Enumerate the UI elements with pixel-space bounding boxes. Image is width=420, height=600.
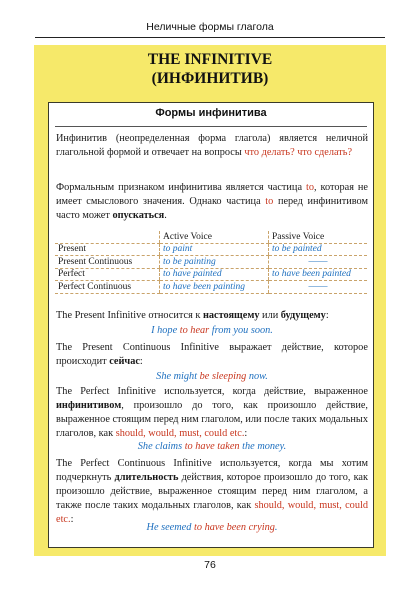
present-bold-1: настоящему: [202, 310, 260, 321]
perf-cont-bold: длительность: [114, 472, 179, 483]
example-2-b: now.: [246, 371, 268, 382]
formal-text-2: , которая не имеет смыслового значения. Однако частица: [56, 182, 369, 207]
card-heading: Формы инфинитива: [155, 107, 267, 119]
perfect-paragraph: [56, 385, 368, 441]
table-header-row: [55, 231, 367, 243]
example-4-red: to have been crying: [193, 522, 275, 533]
table-cell: Present: [55, 243, 160, 256]
formal-end: .: [164, 210, 167, 221]
forms-table: [55, 231, 367, 294]
table-cell: to have painted: [160, 268, 269, 281]
title-line-2: (ИНФИНИТИВ): [151, 70, 269, 87]
table-header-cell: Active Voice: [160, 231, 269, 243]
example-2-red: be sleeping: [199, 371, 247, 382]
table-cell: ——: [269, 281, 368, 294]
present-paragraph: [56, 309, 368, 323]
continuous-bold: сейчас: [109, 356, 140, 367]
title-line-1: THE INFINITIVE: [147, 51, 273, 68]
present-text: The Present Infinitive относится к: [56, 310, 203, 321]
example-1-red: to hear: [179, 325, 210, 336]
table-cell: to have been painting: [160, 281, 269, 294]
perfect-text-1: The Perfect Infinitive используется, когда действие, выраженное: [56, 386, 368, 397]
example-2-a: She might: [156, 371, 200, 382]
example-3-b: the money.: [239, 441, 287, 452]
running-head: Неличные формы глагола: [146, 21, 274, 33]
perfect-continuous-paragraph: [56, 457, 368, 527]
example-3-a: She claims: [137, 441, 185, 452]
table-cell: to have been painted: [269, 268, 368, 281]
perf-cont-text-2: действия, которое произошло до того, как произошло действие, выраженное стоящим перед ним глаголом, а также после таких модальных глаголов, как: [56, 472, 368, 511]
formal-paragraph: [56, 181, 368, 223]
example-2: [56, 371, 368, 382]
perfect-bold: инфинитивом: [56, 400, 122, 411]
table-row: [55, 256, 367, 269]
example-4: [56, 522, 368, 533]
table-cell: to be painted: [269, 243, 368, 256]
formal-text-3: перед инфинитивом часто может: [56, 196, 369, 221]
example-4-b: .: [274, 522, 278, 533]
formal-bold: опускаться: [112, 210, 165, 221]
formal-to-2: to: [265, 196, 274, 207]
table-cell: to be painting: [160, 256, 269, 269]
present-end: :: [325, 310, 329, 321]
present-bold-2: будущему: [280, 310, 326, 321]
table-cell: ——: [269, 256, 368, 269]
perf-cont-modals: should, would, must, could etc.: [56, 500, 368, 525]
continuous-end: :: [139, 356, 143, 367]
continuous-text: The Present Continuous Infinitive выражает действие, которое происходит: [56, 342, 368, 367]
example-3: [56, 441, 368, 452]
present-mid: или: [259, 310, 281, 321]
table-cell: Perfect: [55, 268, 160, 281]
perfect-end: :: [244, 428, 248, 439]
example-4-a: He seemed: [146, 522, 194, 533]
table-cell: Perfect Continuous: [55, 281, 160, 294]
table-row: [55, 281, 367, 294]
example-1-b: from you soon.: [209, 325, 273, 336]
table-cell: to paint: [160, 243, 269, 256]
card-heading-rule: [55, 126, 367, 127]
table-header-cell: [55, 231, 160, 243]
header-rule: [35, 37, 385, 38]
perf-cont-end: :: [70, 514, 74, 525]
intro-paragraph: [56, 132, 368, 160]
formal-text-1: Формальным признаком инфинитива является частица: [56, 182, 306, 193]
section-title: [70, 50, 350, 96]
example-1: [56, 325, 368, 336]
formal-to-1: to: [305, 182, 314, 193]
page-number: 76: [204, 559, 216, 571]
perf-cont-text-1: The Perfect Continuous Infinitive используется, когда мы хотим подчеркнуть: [56, 458, 368, 483]
table-row: [55, 243, 367, 256]
table-row: [55, 268, 367, 281]
intro-text: Инфинитив (неопределенная форма глагола) является неличной глагольной формой и отвечает на вопросы: [56, 133, 368, 158]
perfect-modals: should, would, must, could etc.: [115, 428, 245, 439]
example-3-red: to have taken: [184, 441, 240, 452]
example-1-a: I hope: [151, 325, 180, 336]
table-cell: Present Continuous: [55, 256, 160, 269]
continuous-paragraph: [56, 341, 368, 369]
intro-questions: что делать? что сделать?: [244, 147, 353, 158]
perfect-text-2: , произошло до того, как произошло действие, выраженное стоящим перед ним глаголом, или после таких модальных глаголов, как: [56, 400, 368, 439]
table-header-cell: Passive Voice: [269, 231, 368, 243]
